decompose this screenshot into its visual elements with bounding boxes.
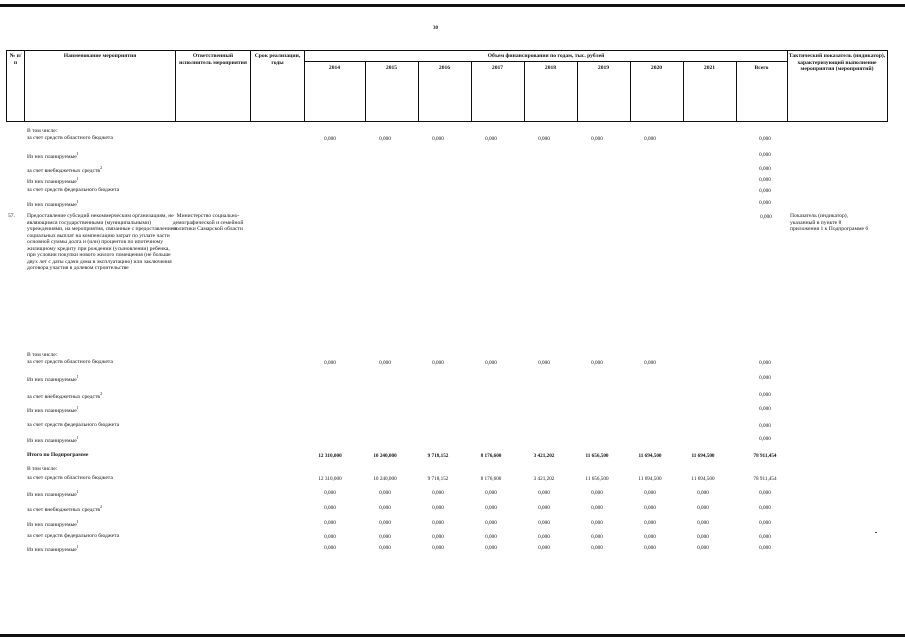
total-cell: 11 656,500	[585, 475, 609, 482]
section1-cell: 0,000	[538, 135, 550, 142]
header-funding: Объем финансирования по годам, тыс. рублей	[487, 53, 605, 59]
section1-cell: 0,000	[759, 199, 771, 206]
row-label-text: за счет средств областного бюджета	[27, 135, 113, 141]
section2-cell: 0,000	[644, 359, 656, 366]
total-row-label	[27, 475, 113, 482]
total-cell: 0,000	[644, 544, 656, 551]
section2-row-label	[27, 359, 113, 366]
total-cell: 0,000	[591, 544, 603, 551]
total-label: Итого по Подпрограмме	[27, 452, 89, 458]
row-label-text: за счет средств областного бюджета	[27, 475, 113, 481]
section2-cell: 0,000	[759, 359, 771, 366]
section1-cell: 0,000	[591, 135, 603, 142]
total-cell: 0,000	[379, 489, 391, 496]
total-cell: 3 421,202	[533, 475, 555, 482]
section2-row-label	[27, 391, 102, 400]
item57-name: Предоставление субсидий некоммерческим организациям, не являющимся государственными (муниципальными) учреждениями, на мероприятия, связанные с предоставлением социальных выплат на компенсацию затрат по уплате части основной суммы долга и (или) процентов по ипотечному жилищному кредиту при рождении (усыновлении) ребенка, при условии покупки нового жилого помещения (не больше двух лет с даты сдачи дома в эксплуатацию) или заключения договора участия в долевом строительстве	[27, 213, 177, 271]
header-indicator: Тактический показатель (индикатор), характеризующий выполнение мероприятия (мероприятий)	[788, 53, 886, 73]
total-cell: 0,000	[591, 489, 603, 496]
total-cell: 11 656,500	[585, 453, 609, 459]
table-header	[6, 50, 888, 122]
total-cell: 11 694,500	[638, 475, 662, 482]
row-label-text: Из них планируемые	[27, 376, 77, 383]
section2-cell: 0,000	[759, 405, 771, 412]
row-label-text: Из них планируемые	[27, 546, 77, 553]
total-cell: 0,000	[697, 504, 709, 511]
total-cell: 11 694,500	[638, 453, 662, 459]
top-rule	[0, 4, 905, 7]
section2-cell: 0,000	[759, 435, 771, 442]
section1-cell: 0,000	[759, 165, 771, 172]
footnote-marker: 1	[76, 199, 79, 204]
total-cell: 78 911,454	[753, 475, 777, 482]
total-cell: 78 911,454	[753, 453, 777, 459]
row-label-text: за счет внебюджетных средств	[27, 506, 101, 513]
section2-cell: 0,000	[379, 359, 391, 366]
total-cell: 10 240,000	[373, 475, 397, 482]
total-cell: 0,000	[324, 544, 336, 551]
total-cell: 0,000	[379, 519, 391, 526]
section2-row-label	[27, 422, 119, 429]
total-cell: 0,000	[759, 489, 771, 496]
page-number: 30	[433, 26, 438, 31]
section1-row-label	[27, 176, 79, 185]
section2-cell: 0,000	[538, 359, 550, 366]
total-row-label	[27, 533, 119, 540]
section1-cell: 0,000	[759, 176, 771, 183]
total-cell: 0,000	[485, 533, 497, 540]
header-no: № п/п	[9, 53, 22, 66]
total-cell: 3 421,202	[533, 453, 555, 459]
total-cell: 0,000	[644, 504, 656, 511]
section2-row-label	[27, 374, 79, 383]
section2-cell: 0,000	[485, 359, 497, 366]
year-2016: 2016	[438, 65, 451, 71]
total-cell: 9 718,152	[427, 453, 449, 459]
section2-cell: 0,000	[759, 391, 771, 398]
total-cell: 0,000	[538, 533, 550, 540]
stray-mark	[875, 532, 877, 533]
total-cell: 0,000	[644, 489, 656, 496]
item57-responsible: Министерство социально-демографической и семейной политики Самарской области	[172, 213, 244, 232]
total-cell: 0,000	[324, 504, 336, 511]
total-cell: 0,000	[485, 544, 497, 551]
total-incl: В том числе:	[27, 466, 58, 472]
row-label-text: за счет средств федерального бюджета	[27, 422, 120, 428]
section1-row-label	[27, 187, 119, 194]
total-cell: 0,000	[697, 519, 709, 526]
item57-indicator: Показатель (индикатор), указанный в пункте 8 приложения 1 к Подпрограмме 6	[790, 213, 869, 232]
total-cell: 0,000	[379, 544, 391, 551]
total-cell: 0,000	[432, 504, 444, 511]
total-cell: 0,000	[538, 519, 550, 526]
row-label-text: Из них планируемые	[27, 201, 77, 208]
section2-row-label	[27, 405, 79, 414]
item57-total: 0,000	[760, 214, 772, 220]
total-cell: 0,000	[538, 544, 550, 551]
total-cell: 0,000	[644, 519, 656, 526]
year-2021: 2021	[703, 65, 716, 71]
item57-number: 57.	[8, 213, 15, 219]
total-cell: 0,000	[697, 533, 709, 540]
section1-cell: 0,000	[324, 135, 336, 142]
total-cell: 11 694,500	[691, 453, 715, 459]
section1-cell: 0,000	[759, 187, 771, 194]
footnote-marker: 1	[76, 374, 79, 379]
total-cell: 0,000	[324, 489, 336, 496]
section2-row-label	[27, 435, 79, 444]
row-label-text: Из них планируемые	[27, 491, 77, 498]
year-2017: 2017	[491, 65, 504, 71]
total-cell: 12 310,000	[318, 475, 342, 482]
section1-cell: 0,000	[379, 135, 391, 142]
total-cell: 0,000	[759, 533, 771, 540]
total-cell: 0,000	[324, 533, 336, 540]
footnote-marker: 2	[100, 391, 103, 396]
section1-cell: 0,000	[759, 135, 771, 142]
row-label-text: за счет внебюджетных средств	[27, 167, 101, 174]
footnote-marker: 1	[76, 489, 79, 494]
total-cell: 0,000	[379, 504, 391, 511]
total-cell: 0,000	[538, 489, 550, 496]
total-cell: 8 176,600	[480, 453, 502, 459]
bottom-rule	[0, 634, 905, 637]
footnote-marker: 1	[76, 544, 79, 549]
total-cell: 0,000	[485, 519, 497, 526]
section1-row-label	[27, 135, 113, 142]
total-cell: 0,000	[432, 544, 444, 551]
section2-cell: 0,000	[759, 374, 771, 381]
total-cell: 0,000	[324, 519, 336, 526]
section1-row-label	[27, 199, 79, 208]
year-2015: 2015	[385, 65, 398, 71]
row-label-text: Из них планируемые	[27, 521, 77, 528]
section1-cell: 0,000	[432, 135, 444, 142]
total-cell: 0,000	[432, 519, 444, 526]
footnote-marker: 2	[100, 504, 103, 509]
total-cell: 11 694,500	[691, 475, 715, 482]
row-label-text: за счет средств областного бюджета	[27, 359, 113, 365]
footnote-marker: 1	[76, 435, 79, 440]
footnote-marker: 1	[76, 176, 79, 181]
row-label-text: за счет средств федерального бюджета	[27, 533, 120, 539]
section1-row-label	[27, 151, 79, 160]
section2-cell: 0,000	[759, 422, 771, 429]
total-row-label	[27, 504, 102, 513]
total-cell: 10 240,000	[373, 453, 397, 459]
row-label-text: за счет внебюджетных средств	[27, 393, 101, 400]
section1-cell: 0,000	[485, 135, 497, 142]
section2-cell: 0,000	[324, 359, 336, 366]
year-total: Всего	[754, 65, 769, 71]
total-cell: 0,000	[697, 489, 709, 496]
section1-cell: 0,000	[644, 135, 656, 142]
total-row-label	[27, 489, 79, 498]
row-label-text: Из них планируемые	[27, 407, 77, 414]
year-2014: 2014	[328, 65, 341, 71]
total-cell: 0,000	[591, 504, 603, 511]
total-cell: 0,000	[697, 544, 709, 551]
footnote-marker: 2	[100, 165, 103, 170]
header-name: Наименование мероприятия	[63, 53, 137, 59]
total-cell: 0,000	[432, 489, 444, 496]
row-label-text: Из них планируемые	[27, 153, 77, 160]
header-responsible: Ответственный исполнитель мероприятия	[179, 53, 247, 66]
section1-row-label	[27, 165, 102, 174]
total-cell: 0,000	[759, 544, 771, 551]
section1-cell: 0,000	[759, 151, 771, 158]
year-2019: 2019	[597, 65, 610, 71]
section2-incl: В том числе:	[27, 352, 58, 358]
total-cell: 0,000	[485, 489, 497, 496]
total-cell: 0,000	[591, 533, 603, 540]
section2-cell: 0,000	[432, 359, 444, 366]
total-cell: 0,000	[591, 519, 603, 526]
row-label-text: Из них планируемые	[27, 437, 77, 444]
total-cell: 8 176,600	[480, 475, 502, 482]
total-row-label	[27, 544, 79, 553]
total-row-label	[27, 519, 79, 528]
row-label-text: за счет средств федерального бюджета	[27, 187, 120, 193]
total-cell: 9 718,152	[427, 475, 449, 482]
footnote-marker: 1	[76, 519, 79, 524]
total-cell: 0,000	[485, 504, 497, 511]
row-label-text: Из них планируемые	[27, 178, 77, 185]
total-cell: 12 310,000	[318, 453, 342, 459]
total-cell: 0,000	[432, 533, 444, 540]
section2-cell: 0,000	[591, 359, 603, 366]
section1-incl: В том числе:	[27, 128, 58, 134]
year-2018: 2018	[544, 65, 557, 71]
total-cell: 0,000	[538, 504, 550, 511]
year-2020: 2020	[650, 65, 663, 71]
total-cell: 0,000	[759, 504, 771, 511]
header-term: Срок реализации, годы	[254, 53, 301, 66]
total-cell: 0,000	[644, 533, 656, 540]
footnote-marker: 1	[76, 405, 79, 410]
total-cell: 0,000	[379, 533, 391, 540]
footnote-marker: 1	[76, 151, 79, 156]
total-cell: 0,000	[759, 519, 771, 526]
